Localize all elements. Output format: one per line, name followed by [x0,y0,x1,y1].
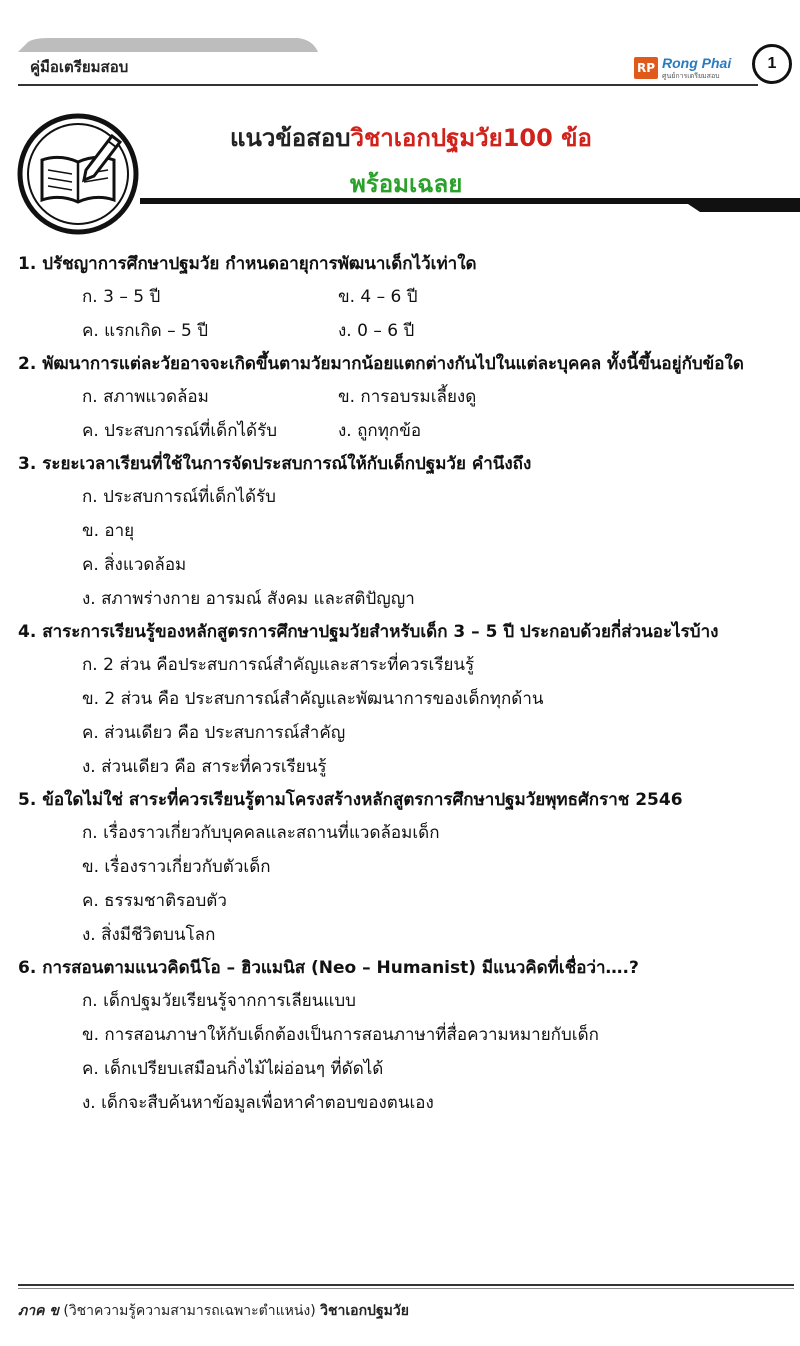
question-6 [18,952,788,1120]
page-number: 1 [752,44,792,84]
logo-subtitle: ศูนย์การเตรียมสอบ [662,72,720,80]
question-text: 1. ปรัชญาการศึกษาปฐมวัย กำหนดอายุการพัฒนาเด็กไว้เท่าใด [18,254,477,274]
question-1 [18,248,788,348]
title-underline-bar [140,198,800,212]
answer-options [18,380,788,448]
answer-option: ง. ส่วนเดียว คือ สาระที่ควรเรียนรู้ [82,757,327,777]
answer-option: ข. การอบรมเลี้ยงดู [338,387,477,407]
book-pen-icon [16,112,140,236]
footer-part: ภาค ข [18,1303,59,1319]
question-list [18,248,788,1120]
answer-option: ค. เด็กเปรียบเสมือนกิ่งไม้ไผ่อ่อนๆ ที่ดัดได้ [82,1059,384,1079]
question-text: 5. ข้อใดไม่ใช่ สาระที่ควรเรียนรู้ตามโครงสร้างหลักสูตรการศึกษาปฐมวัยพุทธศักราช 2546 [18,790,683,810]
answer-options [18,648,788,784]
answer-options [18,280,788,348]
question-5 [18,784,788,952]
title-highlight: วิชาเอกปฐมวัย100 ข้อ [350,124,592,152]
answer-option: ข. อายุ [82,521,135,541]
header-label: คู่มือเตรียมสอบ [30,58,129,76]
answer-option: ค. ส่วนเดียว คือ ประสบการณ์สำคัญ [82,723,346,743]
answer-option: ค. สิ่งแวดล้อม [82,555,187,575]
answer-option: ข. 4 – 6 ปี [338,287,418,307]
answer-option: ค. ธรรมชาติรอบตัว [82,891,227,911]
answer-option: ก. สภาพแวดล้อม [82,387,209,407]
answer-option: ค. แรกเกิด – 5 ปี [82,321,209,341]
footer-subject: วิชาเอกปฐมวัย [320,1303,409,1319]
answer-option: ง. เด็กจะสืบค้นหาข้อมูลเพื่อหาคำตอบของตนเอง [82,1093,434,1113]
answer-option: ค. ประสบการณ์ที่เด็กได้รับ [82,421,278,441]
answer-option: ง. ถูกทุกข้อ [338,421,422,441]
page-title [230,118,592,157]
answer-option: ก. 3 – 5 ปี [82,287,161,307]
question-2 [18,348,788,448]
question-text: 3. ระยะเวลาเรียนที่ใช้ในการจัดประสบการณ์ให้กับเด็กปฐมวัย คำนึงถึง [18,454,532,474]
logo-mark: RP [634,57,658,79]
footer-description: (วิชาความรู้ความสามารถเฉพาะตำแหน่ง) [63,1303,316,1319]
question-text: 2. พัฒนาการแต่ละวัยอาจจะเกิดขึ้นตามวัยมากน้อยแตกต่างกันไปในแต่ละบุคคล ทั้งนี้ขึ้นอยู่กับข้อใด [18,354,744,374]
answer-option: ง. 0 – 6 ปี [338,321,415,341]
header-swoosh [18,38,318,52]
answer-option: ข. การสอนภาษาให้กับเด็กต้องเป็นการสอนภาษาที่สื่อความหมายกับเด็ก [82,1025,599,1045]
answer-options [18,480,788,616]
answer-option: ง. สภาพร่างกาย อารมณ์ สังคม และสติปัญญา [82,589,415,609]
question-3 [18,448,788,616]
logo-name: Rong Phai [662,55,732,71]
footer-divider [18,1284,794,1286]
answer-options [18,816,788,952]
answer-option: ง. สิ่งมีชีวิตบนโลก [82,925,216,945]
answer-options [18,984,788,1120]
answer-option: ก. ประสบการณ์ที่เด็กได้รับ [82,487,276,507]
header-divider [18,84,758,86]
question-text: 4. สาระการเรียนรู้ของหลักสูตรการศึกษาปฐมวัยสำหรับเด็ก 3 – 5 ปี ประกอบด้วยกี่ส่วนอะไรบ้าง [18,622,719,642]
answer-option: ก. 2 ส่วน คือประสบการณ์สำคัญและสาระที่ควรเรียนรู้ [82,655,475,675]
answer-option: ข. เรื่องราวเกี่ยวกับตัวเด็ก [82,857,271,877]
answer-option: ข. 2 ส่วน คือ ประสบการณ์สำคัญและพัฒนาการของเด็กทุกด้าน [82,689,544,709]
question-text: 6. การสอนตามแนวคิดนีโอ – ฮิวแมนิส (Neo – Humanist) มีแนวคิดที่เชื่อว่า….? [18,958,639,978]
title-prefix: แนวข้อสอบ [230,124,351,152]
footer [18,1300,409,1322]
footer-divider-thin [18,1288,794,1289]
answer-option: ก. เด็กปฐมวัยเรียนรู้จากการเลียนแบบ [82,991,356,1011]
question-4 [18,616,788,784]
page-subtitle: พร้อมเฉลย [350,170,463,198]
answer-option: ก. เรื่องราวเกี่ยวกับบุคคลและสถานที่แวดล้อมเด็ก [82,823,440,843]
brand-logo [634,55,750,79]
